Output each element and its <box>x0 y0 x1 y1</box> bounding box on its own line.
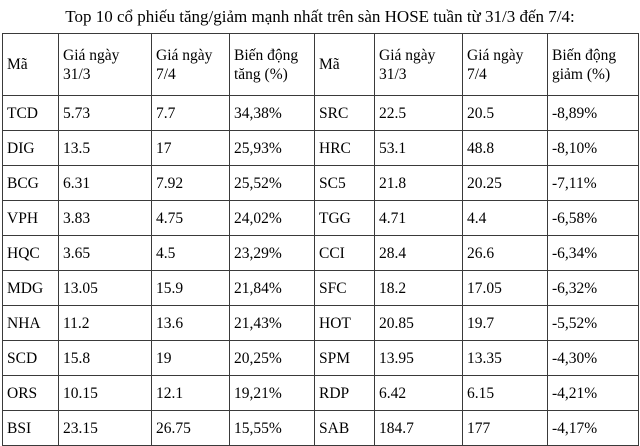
table-row <box>3 271 639 306</box>
table-cell: 20.25 <box>463 166 548 201</box>
table-cell: BSI <box>3 411 59 446</box>
table-cell: 53.1 <box>375 131 463 166</box>
header-row <box>3 34 639 96</box>
table-cell: SRC <box>315 96 375 131</box>
table-row <box>3 236 639 271</box>
table-cell: 23.15 <box>59 411 152 446</box>
table-cell: TCD <box>3 96 59 131</box>
table-cell: 7.92 <box>152 166 230 201</box>
table-cell: 13.5 <box>59 131 152 166</box>
table-cell: 15,55% <box>230 411 315 446</box>
table-cell: -4,21% <box>548 376 639 411</box>
stock-table <box>2 33 639 446</box>
table-cell: 177 <box>463 411 548 446</box>
table-cell: HRC <box>315 131 375 166</box>
table-cell: 3.65 <box>59 236 152 271</box>
table-cell: 20.85 <box>375 306 463 341</box>
table-cell: 13.35 <box>463 341 548 376</box>
table-row <box>3 306 639 341</box>
table-cell: 5.73 <box>59 96 152 131</box>
table-cell: HOT <box>315 306 375 341</box>
column-header-price-31-3-gain: Giá ngày 31/3 <box>59 34 152 96</box>
table-cell: NHA <box>3 306 59 341</box>
table-cell: -8,89% <box>548 96 639 131</box>
table-cell: 21,84% <box>230 271 315 306</box>
table-cell: 19 <box>152 341 230 376</box>
table-cell: MDG <box>3 271 59 306</box>
table-cell: 10.15 <box>59 376 152 411</box>
column-header-change-gain: Biến động tăng (%) <box>230 34 315 96</box>
table-cell: 20.5 <box>463 96 548 131</box>
table-row <box>3 411 639 446</box>
table-cell: -6,58% <box>548 201 639 236</box>
table-cell: -4,30% <box>548 341 639 376</box>
table-cell: 48.8 <box>463 131 548 166</box>
table-cell: 13.6 <box>152 306 230 341</box>
table-cell: ORS <box>3 376 59 411</box>
table-row <box>3 376 639 411</box>
table-cell: 4.71 <box>375 201 463 236</box>
table-cell: -5,52% <box>548 306 639 341</box>
column-header-change-loss: Biến động giảm (%) <box>548 34 639 96</box>
table-cell: -8,10% <box>548 131 639 166</box>
table-cell: 17 <box>152 131 230 166</box>
table-cell: 184.7 <box>375 411 463 446</box>
table-cell: 26.6 <box>463 236 548 271</box>
table-cell: -6,34% <box>548 236 639 271</box>
table-cell: 28.4 <box>375 236 463 271</box>
table-cell: SFC <box>315 271 375 306</box>
table-cell: SAB <box>315 411 375 446</box>
table-cell: SCD <box>3 341 59 376</box>
table-cell: 3.83 <box>59 201 152 236</box>
page-title: Top 10 cổ phiếu tăng/giảm mạnh nhất trên sàn HOSE tuần từ 31/3 đến 7/4: <box>65 7 575 26</box>
column-header-code-loss: Mã <box>315 34 375 96</box>
table-cell: 6.31 <box>59 166 152 201</box>
table-cell: 21,43% <box>230 306 315 341</box>
table-cell: 13.05 <box>59 271 152 306</box>
table-cell: SPM <box>315 341 375 376</box>
table-cell: 21.8 <box>375 166 463 201</box>
table-cell: -4,17% <box>548 411 639 446</box>
table-cell: 26.75 <box>152 411 230 446</box>
table-row <box>3 201 639 236</box>
table-cell: 11.2 <box>59 306 152 341</box>
table-cell: 6.15 <box>463 376 548 411</box>
table-cell: 20,25% <box>230 341 315 376</box>
column-header-price-7-4-gain: Giá ngày 7/4 <box>152 34 230 96</box>
table-cell: 15.8 <box>59 341 152 376</box>
table-cell: 19.7 <box>463 306 548 341</box>
table-row <box>3 166 639 201</box>
table-cell: -6,32% <box>548 271 639 306</box>
table-cell: 25,93% <box>230 131 315 166</box>
table-cell: RDP <box>315 376 375 411</box>
table-cell: 34,38% <box>230 96 315 131</box>
table-cell: 19,21% <box>230 376 315 411</box>
table-cell: CCI <box>315 236 375 271</box>
table-cell: 6.42 <box>375 376 463 411</box>
table-cell: 15.9 <box>152 271 230 306</box>
column-header-code-gain: Mã <box>3 34 59 96</box>
table-row <box>3 96 639 131</box>
table-row <box>3 341 639 376</box>
column-header-price-7-4-loss: Giá ngày 7/4 <box>463 34 548 96</box>
table-cell: 12.1 <box>152 376 230 411</box>
column-header-price-31-3-loss: Giá ngày 31/3 <box>375 34 463 96</box>
table-cell: BCG <box>3 166 59 201</box>
table-cell: 4.75 <box>152 201 230 236</box>
table-cell: 7.7 <box>152 96 230 131</box>
table-cell: 22.5 <box>375 96 463 131</box>
table-cell: HQC <box>3 236 59 271</box>
table-cell: -7,11% <box>548 166 639 201</box>
table-cell: 25,52% <box>230 166 315 201</box>
table-cell: TGG <box>315 201 375 236</box>
table-cell: 23,29% <box>230 236 315 271</box>
table-cell: 18.2 <box>375 271 463 306</box>
table-cell: VPH <box>3 201 59 236</box>
table-cell: DIG <box>3 131 59 166</box>
table-cell: 17.05 <box>463 271 548 306</box>
table-cell: 4.5 <box>152 236 230 271</box>
table-cell: 13.95 <box>375 341 463 376</box>
table-cell: 4.4 <box>463 201 548 236</box>
table-cell: SC5 <box>315 166 375 201</box>
table-row <box>3 131 639 166</box>
table-cell: 24,02% <box>230 201 315 236</box>
